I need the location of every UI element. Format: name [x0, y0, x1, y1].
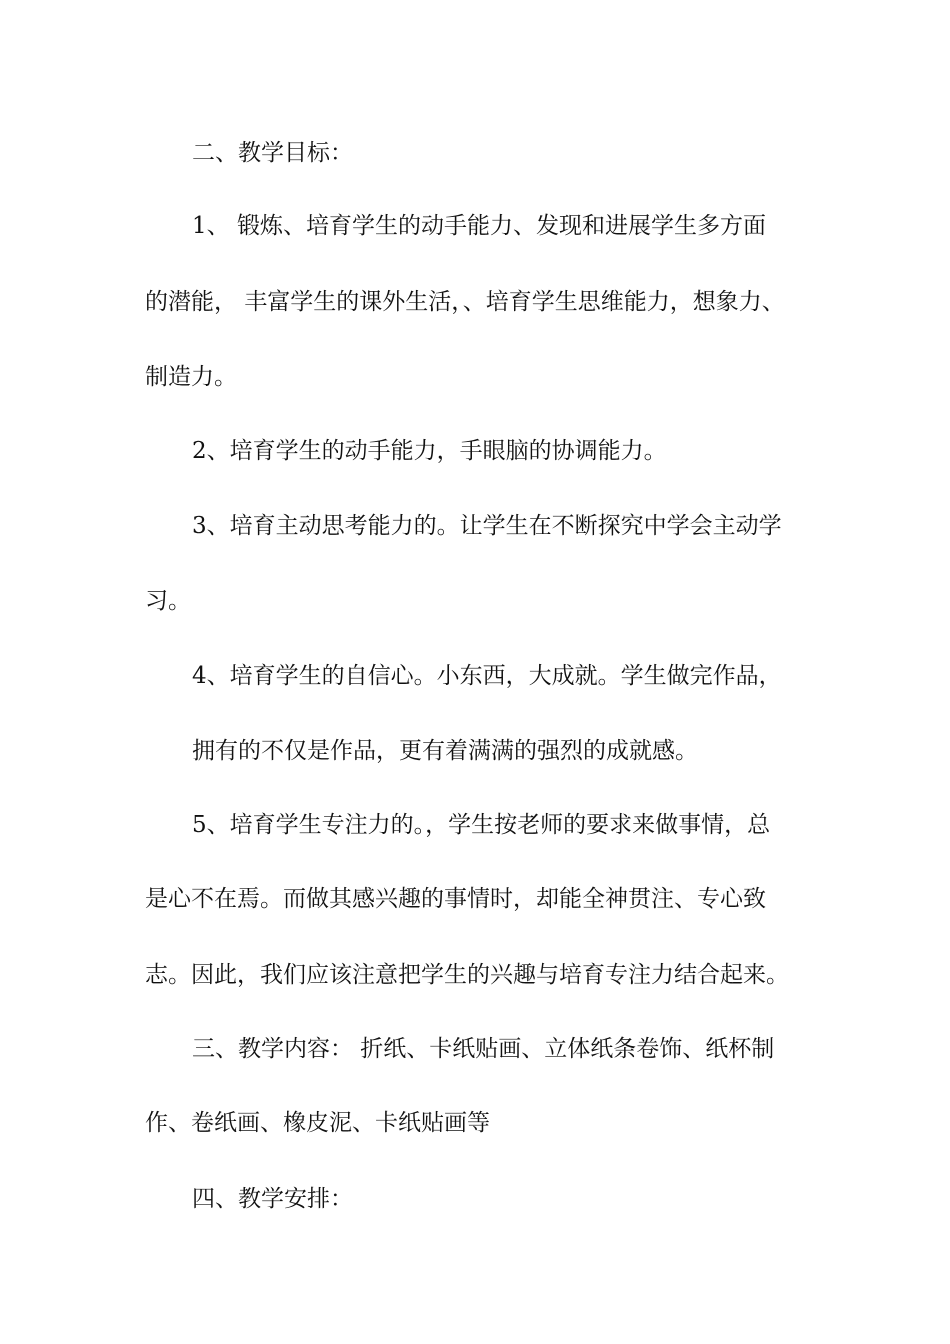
objective-5-line-2: 是心不在焉。而做其感兴趣的事情时，却能全神贯注、专心致 [145, 886, 766, 912]
section-heading-objectives: 二、教学目标： [192, 140, 353, 166]
objective-1-line-1: 1、 锻炼、培育学生的动手能力、发现和进展学生多方面 [192, 213, 766, 239]
objective-5-line-3: 志。因此，我们应该注意把学生的兴趣与培育专注力结合起来。 [145, 962, 789, 988]
objective-1-line-3: 制造力。 [145, 364, 237, 390]
objective-4-line-1: 4、培育学生的自信心。小东西，大成就。学生做完作品， [192, 663, 782, 689]
objective-4-line-2: 拥有的不仅是作品，更有着满满的强烈的成就感。 [192, 738, 698, 764]
section-heading-schedule: 四、教学安排： [192, 1186, 353, 1212]
section-heading-content-line-2: 作、卷纸画、橡皮泥、卡纸贴画等 [145, 1110, 490, 1136]
objective-3-line-1: 3、培育主动思考能力的。让学生在不断探究中学会主动学 [192, 513, 782, 539]
objective-3-line-2: 习。 [145, 588, 191, 614]
objective-5-line-1: 5、培育学生专注力的。，学生按老师的要求来做事情，总 [192, 812, 771, 838]
section-heading-content-line-1: 三、教学内容： 折纸、卡纸贴画、立体纸条卷饰、纸杯制 [192, 1036, 775, 1062]
objective-1-line-2: 的潜能， 丰富学生的课外生活，、培育学生思维能力，想象力、 [145, 289, 785, 315]
objective-2-line-1: 2、培育学生的动手能力，手眼脑的协调能力。 [192, 438, 667, 464]
